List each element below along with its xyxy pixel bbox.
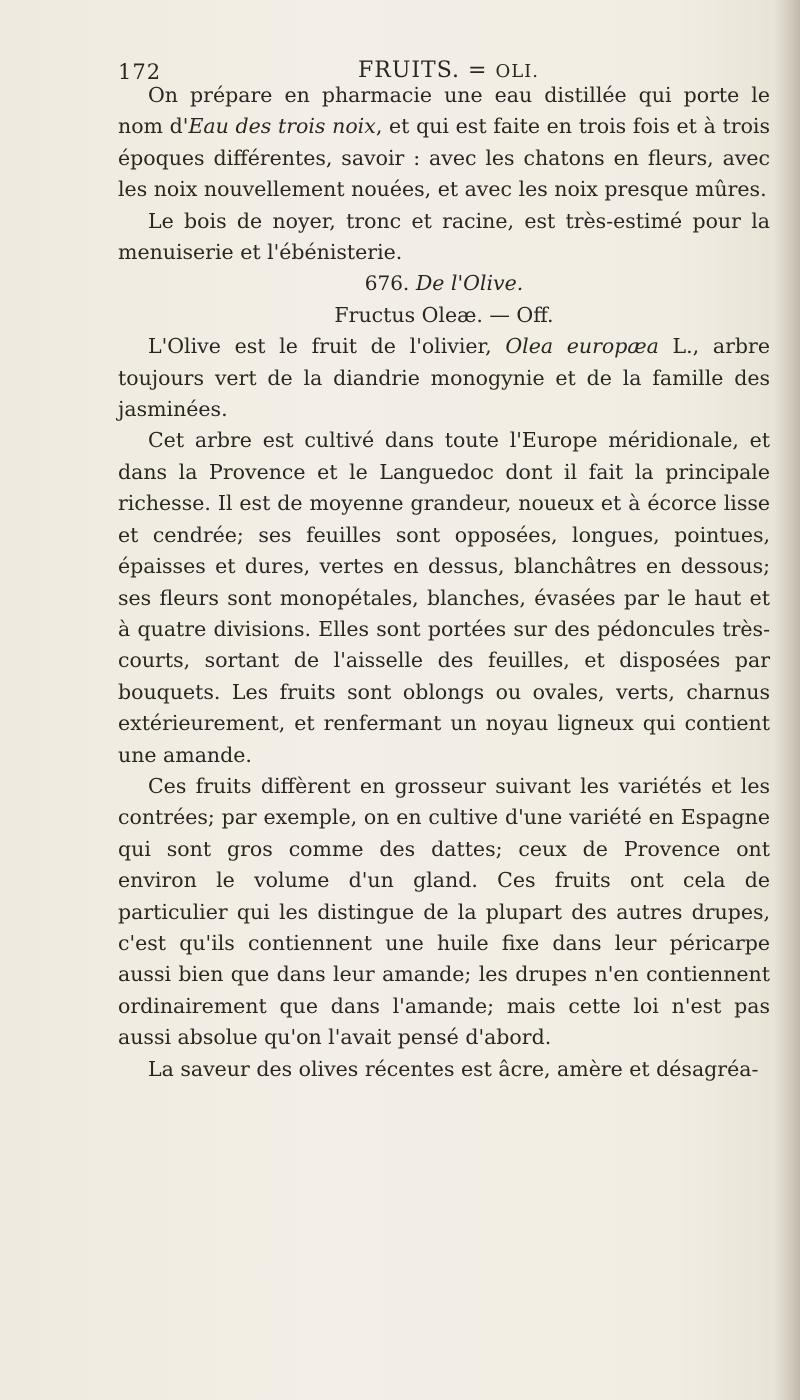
paragraph-arbre-description: Cet arbre est cultivé dans toute l'Europe méridionale, et dans la Provence et le Languedoc dont il fait la principale richesse. Il est de moyenne grandeur, noueux et à écorce lisse et cendrée; ses feuilles sont opposées, longues, pointues, épaisses et dures, vertes en dessus, blanchâtres en dessous; ses fleurs sont monopétales, blanches, évasées par le haut et à quatre divisions. Elles sont portées sur des pédoncules très-courts, sortant de l'aisselle des feuilles, et disposées par bouquets. Les fruits sont oblongs ou ovales, verts, charnus extérieurement, et renfermant un noyau ligneux qui contient une amande. [118,428,770,767]
running-title-sub: OLI. [495,61,539,82]
p1-text-a: On prépare en pharmacie une eau distillée qui porte le nom d' [118,83,770,139]
page-number: 172 [118,60,162,84]
p3-text-a: L'Olive est le fruit de l'olivier, [148,334,506,359]
paragraph-fruits-varietes: Ces fruits diffèrent en grosseur suivant les variétés et les contrées; par exemple, on en cultive d'une variété en Espagne qui sont gros comme des dattes; ceux de Provence ont environ le volume d'un gland. Ces fruits ont cela de particulier qui les distingue de la plupart des autres drupes, c'est qu'ils contiennent une huile fixe dans leur péricarpe aussi bien que dans leur amande; les drupes n'en contiennent ordinairement que dans l'amande; mais cette loi n'est pas aussi absolue qu'on l'avait pensé d'abord. [118,773,770,1050]
paragraph-eau-trois-noix [118,80,770,206]
paragraph-saveur: La saveur des olives récentes est âcre, amère et désagréa- [148,1056,759,1081]
paragraph-bois-de-noyer: Le bois de noyer, tronc et racine, est très-estimé pour la menuiserie et l'ébénisterie. [118,208,770,265]
p1-italic: Eau des trois noix [188,114,376,139]
p3-text-b: L., arbre toujours vert de la diandrie monogynie et de la famille des jasminées. [118,334,770,422]
section-title: De l'Olive. [415,271,524,296]
p1-text-b: , et qui est faite en trois fois et à trois époques différentes, savoir : avec les chatons en fleurs, avec les noix nouvellement nouées, et avec les noix presque mûres. [118,114,770,202]
section-subtitle: Fructus Oleæ. — Off. [334,302,554,327]
body-text [118,80,770,1085]
section-number: 676. [364,271,410,296]
page-edge-shadow [774,0,800,1400]
paragraph-olive-definition [118,331,770,425]
section-heading [118,268,770,299]
running-title-separator: = [468,58,488,83]
p3-italic: Olea europæa [505,334,659,359]
running-title-main: FRUITS. [358,58,461,83]
